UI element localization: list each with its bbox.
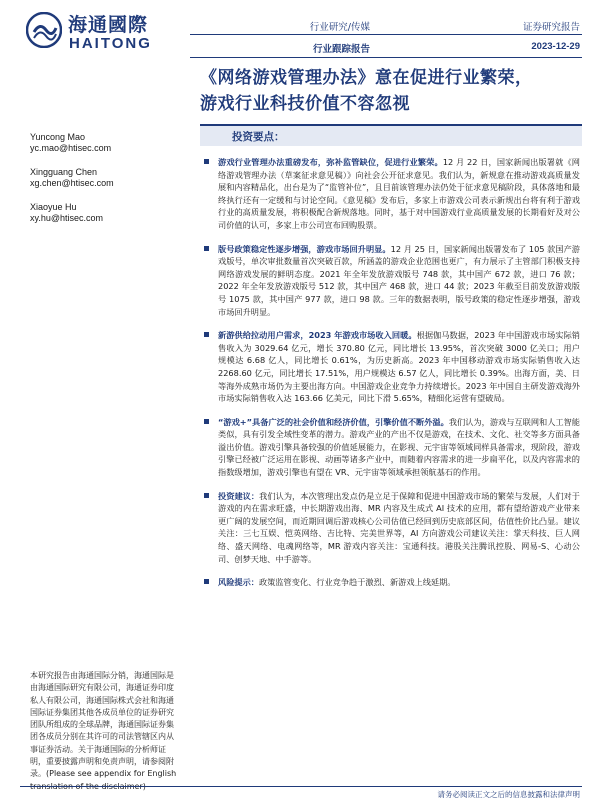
section-title: 投资要点：: [232, 131, 285, 143]
logo-english: HAITONG: [69, 35, 152, 52]
analyst-name: Yuncong Mao: [30, 132, 86, 142]
report-category: 行业研究/传媒: [309, 22, 370, 33]
key-point-text: 根据伽马数据，2023 年中国游戏市场实际销售收入为 3029.64 亿元，增长 370.80 亿元，同比增长 13.95%，首次突破 3000 亿关口；用户规模达 6.68 亿人，同比增长 0.61%，为历史新高。2023 年中国移动游戏市场实际销售收入达 2268.60 亿元，同比增长 17.51%，用户规模达 6.57 亿人，同比增长 0.39%。出海方面，美、日等海外成熟市场仍为主要出海方向。中国游戏企业竞争力持续增长。2023 年中国自主研发游戏海外市场实际销售收入达 163.66 亿美元，同比下滑 5.65%，精细化运营有望破局。: [218, 330, 580, 404]
key-point-text: 12 月 22 日，国家新闻出版署就《网络游戏管理办法（草案征求意见稿）》向社会公开征求意见。我们认为，新规意在推动游戏高质量发展和内容精品化，出台是为了“监管补位”，且目前该管理办法仍处于征求意见稿阶段，具体落地和最终执行还有一定缓和与讨论空间。《意见稿》发布后，多家上市游戏公司表示新规出台将有利于游戏行业的高质量发展，将积极配合新规落地。同时，基于对中国游戏行业高质量发展的长期看好及对公司价值的认可，多家上市公司宣布回购股票。: [218, 157, 580, 230]
analyst: [30, 167, 180, 189]
report-title-line2: 游戏行业科技价值不容忽视: [200, 94, 410, 114]
risk-warning: [202, 576, 580, 589]
key-point: [202, 243, 580, 319]
key-point: [202, 329, 580, 405]
footer-divider: [20, 786, 582, 787]
doc-type: 证券研究报告: [522, 22, 580, 33]
report-date: 2023-12-29: [531, 41, 580, 52]
analyst: [30, 132, 180, 154]
key-point: [202, 156, 580, 232]
key-point-lead: 风险提示：: [218, 577, 259, 588]
key-points: [202, 156, 580, 600]
key-point-lead: 新游供给拉动用户需求，2023 年游戏市场收入回暖。: [218, 330, 417, 341]
footer-note: 请务必阅读正文之后的信息披露和法律声明: [437, 790, 580, 799]
key-point-lead: 投资建议：: [218, 490, 260, 501]
analyst-email[interactable]: xg.chen@htisec.com: [30, 178, 114, 188]
key-point-text: 我们认为，游戏与互联网和人工智能类似，具有引发全域性变革的潜力。游戏产业的产出不仅是游戏，在技术、文化、社交等多方面具备溢出价值。游戏引擎具备较强的价值延展能力，在影视、元宇宙等领域同样具备需求，现阶段，游戏引擎已经被广泛运用在影视、动画等诸多产业中，而随着内容需求的进一步扁平化，以及内容需求的指数级增加，游戏引擎也有望在 VR、元宇宙等领域承担领航基石的作用。: [218, 416, 580, 478]
analyst-email[interactable]: yc.mao@htisec.com: [30, 143, 112, 153]
key-point: [202, 416, 580, 479]
key-point-lead: “游戏+”具备广泛的社会价值和经济价值，引擎价值不断外溢。: [218, 416, 449, 427]
logo-chinese: 海通國際: [68, 14, 149, 36]
header-divider: [190, 57, 582, 58]
analyst-name: Xingguang Chen: [30, 167, 98, 177]
analyst-email[interactable]: xy.hu@htisec.com: [30, 213, 103, 223]
report-type: 行业跟踪报告: [312, 44, 370, 55]
key-point-lead: 版号政策稳定性逐步增强，游戏市场回升明显。: [218, 243, 391, 254]
section-header: [200, 124, 582, 146]
header-divider: [190, 34, 582, 35]
haitong-logo-icon: [26, 12, 62, 48]
key-point-lead: 游戏行业管理办法重磅发布，弥补监管缺位，促进行业繁荣。: [218, 157, 443, 167]
analyst-list: [30, 132, 180, 237]
investment-advice: [202, 490, 580, 566]
haitong-logo: [26, 10, 176, 54]
analyst-name: Xiaoyue Hu: [30, 202, 77, 212]
analyst: [30, 202, 180, 224]
key-point-text: 12 月 25 日，国家新闻出版署发布了 105 款国产游戏版号，单次审批数量首次突破百款，所涵盖的游戏企业范围也更广，有力展示了主管部门积极支持网络游戏发展的鲜明态度。2021 年全年发放游戏版号 748 款，其中国产 672 款，进口 76 款；2022 年全年发放游戏版号 512 款，其中国产 468 款，进口 44 款；2023 年截至目前发放游戏版号 1075 款，其中国产 977 款，进口 98 款。三年的数据表明，版号政策的稳定性逐步增强，游戏市场回升明显。: [218, 243, 580, 317]
key-point-text: 我们认为，本次管理出发点仍是立足于保障和促进中国游戏市场的繁荣与发展，人们对于游戏的内在需求旺盛，中长期游戏出海、MR 内容及生成式 AI 技术的应用，都有望给游戏产业带来更广阔的发展空间，而近期回调后游戏核心公司估值已经回到历史底部区间，估值性价比凸显。建议关注：三七互娱、恺英网络、吉比特、完美世界等，AI 方向游戏公司建议关注：掌天科技、巨人网络、盛天网络、电魂网络等，MR 游戏内容关注：宝通科技。港股关注腾讯控股、网易-S、心动公司、创梦天地、中手游等。: [218, 490, 580, 564]
key-point-text: 政策监管变化、行业竞争趋于激烈、新游戏上线延期。: [258, 577, 456, 588]
disclaimer: 本研究报告由海通国际分销，海通国际是由海通国际研究有限公司，海通证券印度私人有限公司，海通国际株式会社和海通国际证券集团其他各成员单位的证券研究团队所组成的全球品牌，海通国际证券集团各成员分别在其许可的司法管辖区内从事证券活动。关于海通国际的分析师证明，重要披露声明和免责声明，请参阅附录。(Please see appendix for English: [30, 671, 177, 779]
report-title-line1: 《网络游戏管理办法》意在促进行业繁荣，: [200, 68, 533, 88]
